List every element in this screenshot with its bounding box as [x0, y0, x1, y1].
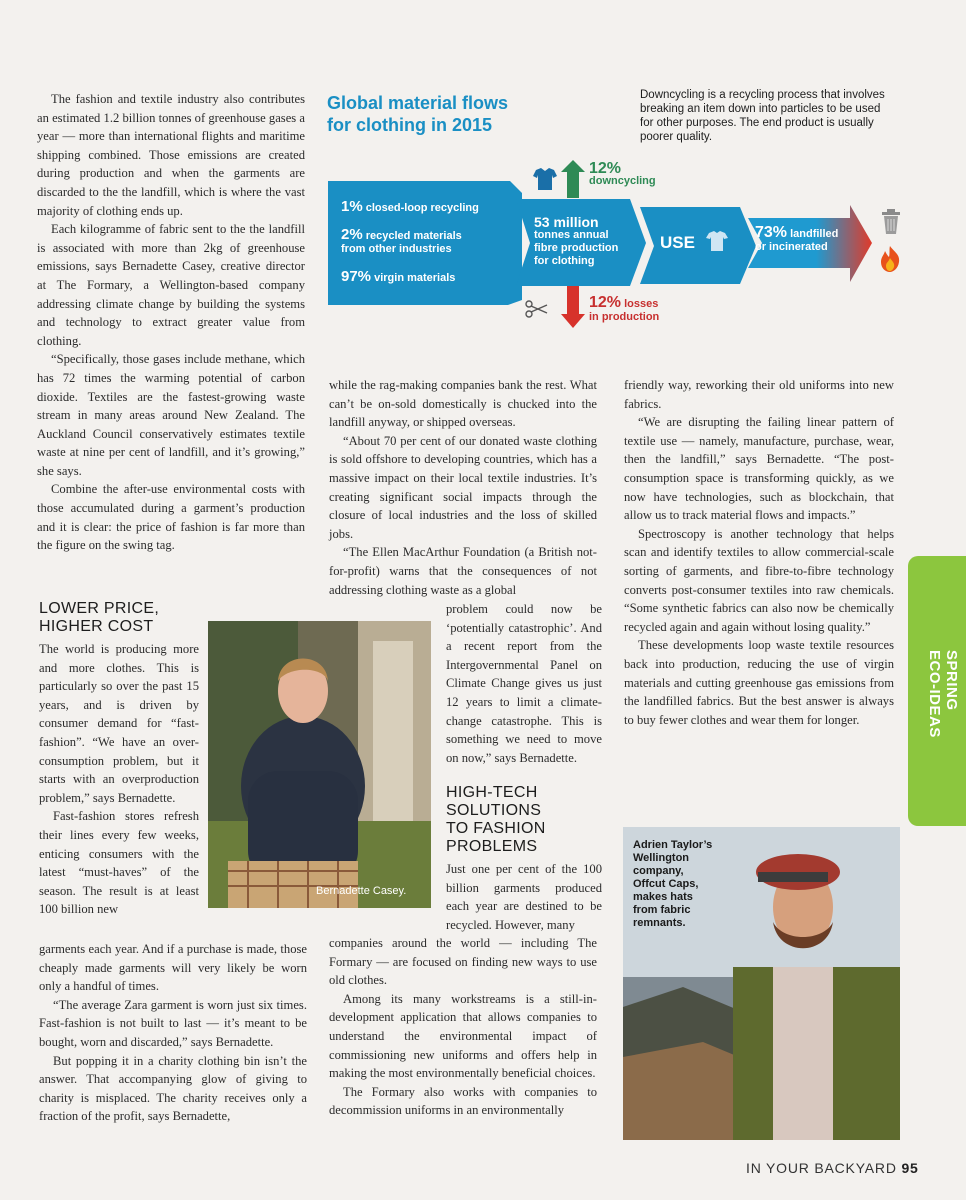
downcycling-label: downcycling [589, 175, 656, 187]
use-arrow [640, 207, 756, 284]
paragraph: while the rag-making companies bank the rest. What can’t be on-sold domestically is chucked into the landfill anyway, or shipped overseas. [329, 378, 597, 430]
losses-pct: 12% [589, 294, 622, 311]
paragraph: Just one per cent of the 100 billion garments produced each year are destined to be recycled. However, many [446, 862, 602, 932]
paragraph: “Specifically, those gases include methane, which has 72 times the warming potential of carbon dioxide. Textiles are the fastest-growing waste stream in many areas around New Zealand. The Auckland Council conservatively estimates textile waste at nine per cent of landfill, and it’s growing,” she says. [37, 352, 305, 478]
paragraph: “The Ellen MacArthur Foundation (a British not-for-profit) warns that the consequences of not addressing clothing waste as a global [329, 545, 597, 597]
paragraph: These developments loop waste textile resources back into production, reducing the use of virgin materials and cutting greenhouse gas emissions from the landfilled fabrics. But the best answer is always to buy fewer clothes and wear them for longer. [624, 638, 894, 727]
column-2-bottom [329, 934, 597, 1120]
landfill-box [755, 226, 855, 254]
paragraph: “The average Zara garment is worn just six times. Fast-fashion is not built to last — it’s meant to be bought, worn and discarded,” says Bernadette. [39, 997, 307, 1049]
photo-caption: Adrien Taylor’s Wellington company, Offcut Caps, makes hats from fabric remnants. [633, 839, 713, 929]
paragraph: Fast-fashion stores refresh their lines every few weeks, enticing consumers with the latest “must-haves” of the season. The result is at least 100 billion new [39, 809, 199, 917]
production-value: 53 million [534, 214, 599, 230]
infographic-title: Global material flows for clothing in 2015 [327, 93, 509, 135]
paragraph: “About 70 per cent of our donated waste clothing is sold offshore to developing countries, which has a massive impact on their local textile industries. It’s creating significant social impacts through the closure of local industries and the loss of skilled jobs. [329, 433, 597, 541]
input-pct-2: 2% [341, 226, 363, 243]
downcycling-pct: 12% [589, 160, 622, 177]
downcycling-box [589, 162, 656, 188]
paragraph: Spectroscopy is another technology that helps scan and identify textiles to allow commercial-scale sorting of garments, and fibre-to-fibre technology converts post-consumer textiles into raw chemicals. “Some synthetic fabrics can also now be chemically recycled again and again without losing quality.” [624, 526, 894, 634]
production-label: tonnes annual fibre production for clothing [534, 229, 619, 267]
column-1-wide [39, 940, 307, 1126]
input-label-2: recycled materials from other industries [341, 230, 462, 255]
scissors-icon [526, 301, 547, 317]
landfill-pct: 73% [755, 224, 788, 241]
page-footer [746, 1160, 919, 1176]
production-box [534, 216, 644, 268]
losses-label: losses in production [589, 298, 660, 323]
column-3 [624, 376, 894, 729]
paragraph: Each kilogramme of fabric sent to the the landfill is associated with more than 2kg of greenhouse emissions, says Bernadette Casey, creative director at The Formary, a Wellington-based company addressing climate change by building the systems and technology to extract greater value from clothing. [37, 222, 305, 348]
column-2-narrow-2 [446, 860, 602, 934]
input-row-1 [341, 200, 521, 215]
downcycling-arrow [561, 160, 585, 198]
column-2-top [329, 376, 597, 599]
losses-box [589, 296, 659, 324]
landfill-label: landfilled or incinerated [755, 228, 839, 253]
paragraph: The world is producing more and more clothes. This is particularly so over the past 15 years, and is driven by consumer demand for “fast-fashion”. “We have an over-consumption problem, but it starts with an overproduction problem,” says Bernadette. [39, 642, 199, 805]
adrien-taylor-photo [623, 827, 900, 1140]
use-label: USE [660, 233, 695, 252]
portrait-illustration [208, 621, 431, 908]
input-row-3 [341, 270, 521, 285]
paragraph: The fashion and textile industry also contributes an estimated 1.2 billion tonnes of greenhouse gases a year — more than international flights and maritime shipping combined. Those emissions are created during production and when the garments are discarded to the the landfill, which is where the vast majority of clothing ends up. [37, 92, 305, 218]
paragraph: Among its many workstreams is a still-in-development application that allows companies to understand the environmental impact of commissioning new uniforms and offers help in making the most environmentally beneficial choices. [329, 991, 597, 1081]
paragraph: companies around the world — including The Formary — are focused on finding new ways to use old clothes. [329, 936, 597, 988]
page-number: 95 [901, 1160, 919, 1176]
column-2-narrow [446, 600, 602, 767]
paragraph: “We are disrupting the failing linear pattern of textile use — namely, manufacture, purchase, wear, then the landfill,” says Bernadette. “The post-consumption space is transforming quickly, as we now have technologies, such as blockchain, that allow us to track material flows and impacts.” [624, 415, 894, 523]
paragraph: garments each year. And if a purchase is made, those cheaply made garments will very likely be worn only a handful of times. [39, 942, 307, 994]
paragraph: problem could now be ‘potentially catastrophic’. And a recent report from the Intergovernmental Panel on Climate Change gives us just 12 years to limit a climate-change catastrophe. This is something we need to move on now,” says Bernadette. [446, 602, 602, 765]
shirt-icon [533, 168, 557, 190]
losses-arrow [561, 286, 585, 328]
section-name: IN YOUR BACKYARD [746, 1160, 897, 1176]
trash-bin-icon [882, 209, 900, 234]
paragraph: friendly way, reworking their old uniforms into new fabrics. [624, 378, 894, 411]
input-row-2 [341, 228, 521, 256]
fire-icon [881, 246, 899, 272]
section-tab-label: SPRING ECO-IDEAS [926, 650, 960, 738]
heading-high-tech: HIGH-TECH SOLUTIONS TO FASHION PROBLEMS [446, 784, 546, 855]
input-pct-3: 97% [341, 268, 372, 285]
input-label-3: virgin materials [374, 272, 456, 284]
downcycling-note: Downcycling is a recycling process that involves breaking an item down into particles to be used for other purposes. The end product is usually poorer quality. [640, 89, 885, 143]
paragraph: Combine the after-use environmental costs with those accumulated during a garment’s production and it is clear: the price of fashion is far more than the figure on the swing tag. [37, 482, 305, 553]
paragraph: The Formary also works with companies to decommission uniforms in an environmentally [329, 1084, 597, 1118]
bernadette-casey-photo [208, 621, 431, 908]
column-1-top [37, 90, 305, 555]
column-1-narrow [39, 640, 199, 919]
input-pct-1: 1% [341, 198, 363, 215]
paragraph: But popping it in a charity clothing bin isn’t the answer. That accompanying glow of giving to charity is misplaced. The charity receives only a fraction of the profit, says Bernadette, [39, 1053, 307, 1124]
heading-lower-price: LOWER PRICE, HIGHER COST [39, 600, 160, 635]
input-label-1: closed-loop recycling [365, 202, 479, 214]
photo-caption: Bernadette Casey. [316, 885, 407, 897]
